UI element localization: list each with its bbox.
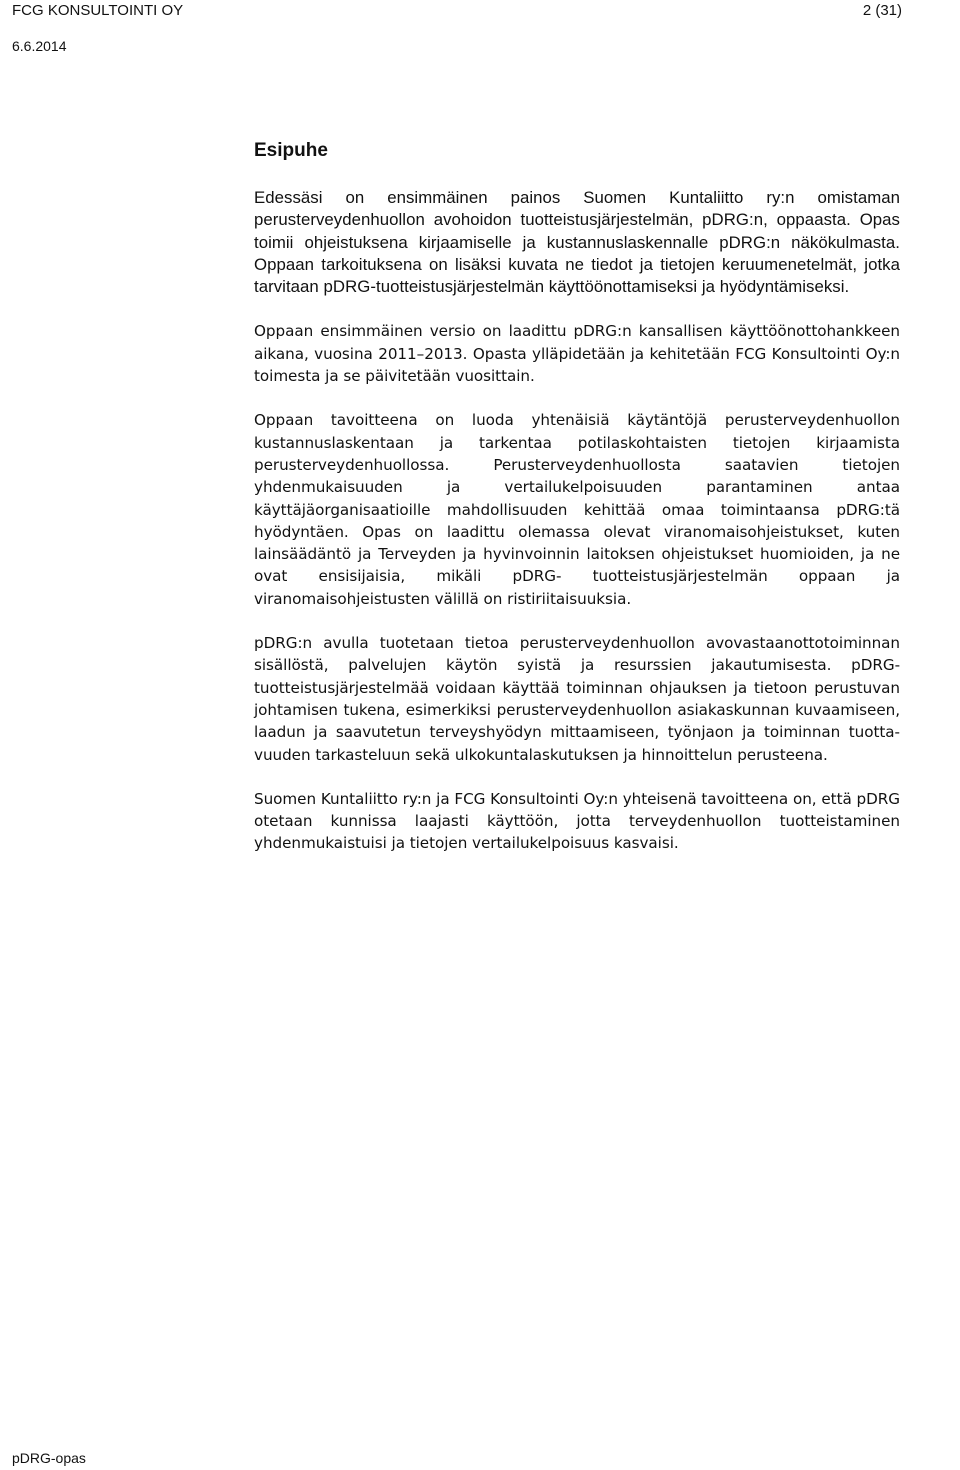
paragraph-1: Edessäsi on ensimmäinen painos Suomen Kuntaliitto ry:n omistaman perusterveydenhuollon avohoidon tuotteistusjärjestelmän, pDRG:n, oppaasta. Opas toimii ohjeistuksena kirjaamiselle ja kustannuslaskennalle pDRG:n näkökulmasta. Oppaan tarkoituksena on lisäksi kuvata ne tiedot ja tietojen keruumenetelmät, jotka tarvitaan pDRG-tuotteistusjärjestelmän käyttöönottamiseksi ja hyödyntämiseksi.: [254, 188, 900, 297]
page-footer: pDRG-opas: [12, 1450, 86, 1466]
paragraph-2: Oppaan ensimmäinen versio on laadittu pDRG:n kansallisen käyttöönottohankkeen aikana, vuosina 2011–2013. Opasta ylläpidetään ja kehitetään FCG Konsultointi Oy:n toimesta ja se päivitetään vuosittain.: [254, 322, 900, 386]
paragraph-4: pDRG:n avulla tuotetaan tietoa perusterveydenhuollon avovastaanottotoiminnan sisällöstä, palvelujen käytön syistä ja resurssien jakautumisesta. pDRG-tuotteistusjärjestelmää voidaan käyttää toiminnan ohjauksen ja tietoon perustuvan johtamisen tukena, esimerkiksi perusterveydenhuollon asiakaskunnan kuvaamiseen, laadun ja saavutetun terveyshyödyn mittaamiseen, työnjaon ja toiminnan tuottavuuden tarkasteluun sekä ulkokuntalaskutuksen ja hinnoittelun perusteena.: [254, 634, 900, 764]
page-header: [12, 0, 183, 57]
document-date: 6.6.2014: [12, 38, 67, 54]
document-body: [254, 138, 900, 877]
company-name: FCG KONSULTOINTI OY: [12, 2, 184, 19]
paragraph-3: Oppaan tavoitteena on luoda yhtenäisiä käytäntöjä perusterveydenhuollon kustannuslaskentaan ja tarkentaa potilaskohtaisten tietojen kirjaamista perusterveydenhuollossa. Perusterveydenhuollosta saatavien tietojen yhdenmukaisuuden ja vertailukelpoisuuden parantaminen antaa käyttäjäorganisaatioille mahdollisuuden kehittää omaa toimintaansa pDRG:tä hyödyntäen. Opas on laadittu olemassa olevat viranomaisohjeistukset, kuten lainsäädäntö ja Terveyden ja hyvinvoinnin laitoksen ohjeistukset huomioiden, ja ne ovat ensisijaisia, mikäli pDRG- tuotteistusjärjestelmän oppaan ja viranomaisohjeistusten välillä on ristiriitaisuuksia.: [254, 411, 900, 608]
paragraph-5: Suomen Kuntaliitto ry:n ja FCG Konsultointi Oy:n yhteisenä tavoitteena on, että pDRG otetaan kunnissa laajasti käyttöön, jotta terveydenhuollon tuotteistaminen yhdenmukaistuisi ja tietojen vertailukelpoisuus kasvaisi.: [254, 789, 900, 853]
page-number: 2 (31): [862, 2, 902, 19]
section-title: Esipuhe: [254, 140, 328, 161]
